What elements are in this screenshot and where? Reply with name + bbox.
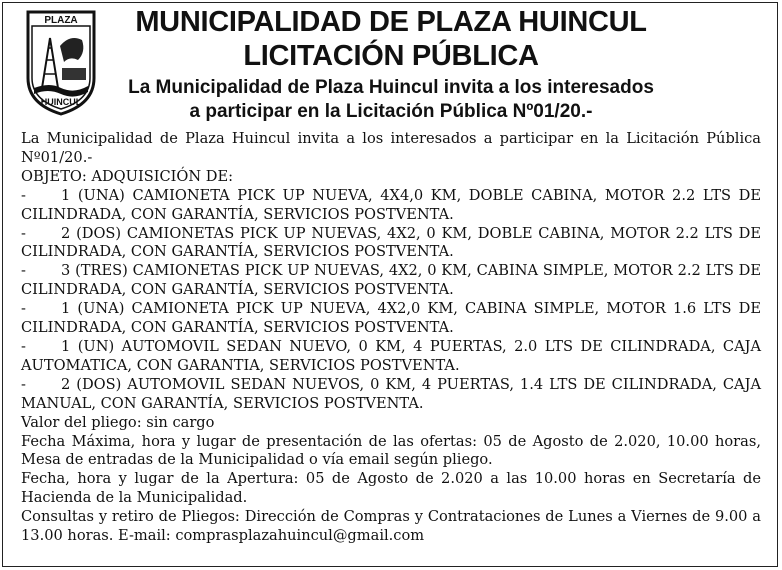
item-dash: - [21, 262, 26, 280]
logo-text-bottom: HUINCUL [40, 97, 82, 107]
title-line-2: LICITACIÓN PÚBLICA [243, 40, 539, 72]
fecha-apertura: Fecha, hora y lugar de la Apertura: 05 de Agosto de 2.020 a las 10.00 horas en Secretaría de Hacienda de la Municipalidad. [21, 470, 761, 507]
list-item [21, 338, 761, 376]
subtitle-line-1: La Municipalidad de Plaza Huincul invita a los interesados [128, 77, 654, 98]
subtitle-line-2: a participar en la Licitación Pública Nº01/20.- [189, 101, 593, 122]
intro-paragraph: La Municipalidad de Plaza Huincul invita a los interesados a participar en la Licitación Pública Nº01/20.- [21, 130, 761, 166]
valor-pliego: Valor del pliego: sin cargo [21, 413, 215, 431]
item-dash: - [21, 224, 26, 242]
notice-body [21, 130, 761, 546]
list-item [21, 376, 761, 414]
item-dash: - [21, 300, 26, 318]
item-text: 3 (TRES) CAMIONETAS PICK UP NUEVAS, 4X2, 0 KM, CABINA SIMPLE, MOTOR 2.2 LTS DE CILINDRADA, CON GARANTÍA, SERVICIOS POSTVENTA. [21, 262, 761, 299]
consultas: Consultas y retiro de Pliegos: Dirección de Compras y Contrataciones de Lunes a Viernes de 9.00 a 13.00 horas. E-mail: comprasplazahuincul@gmail.com [21, 508, 761, 545]
item-text: 1 (UNA) CAMIONETA PICK UP NUEVA, 4X4,0 KM, DOBLE CABINA, MOTOR 2.2 LTS DE CILINDRADA, CON GARANTÍA, SERVICIOS POSTVENTA. [21, 186, 761, 223]
logo-text-top: PLAZA [44, 15, 78, 26]
list-item [21, 187, 761, 225]
item-dash: - [21, 375, 26, 393]
item-text: 2 (DOS) CAMIONETAS PICK UP NUEVAS, 4X2, 0 KM, DOBLE CABINA, MOTOR 2.2 LTS DE CILINDRADA, CON GARANTÍA, SERVICIOS POSTVENTA. [21, 224, 761, 261]
item-dash: - [21, 337, 26, 355]
item-text: 1 (UNA) CAMIONETA PICK UP NUEVA, 4X2,0 KM, CABINA SIMPLE, MOTOR 1.6 LTS DE CILINDRADA, CON GARANTÍA, SERVICIOS POSTVENTA. [21, 300, 761, 337]
list-item [21, 262, 761, 300]
list-item [21, 300, 761, 338]
item-dash: - [21, 186, 26, 204]
item-text: 1 (UN) AUTOMOVIL SEDAN NUEVO, 0 KM, 4 PUERTAS, 2.0 LTS DE CILINDRADA, CAJA AUTOMATICA, CON GARANTIA, SERVICIOS POSTVENTA. [21, 337, 761, 374]
fecha-maxima: Fecha Máxima, hora y lugar de presentación de las ofertas: 05 de Agosto de 2.020, 10.00 horas, Mesa de entradas de la Municipalidad o vía email según pliego. [21, 432, 761, 469]
title-line-1: MUNICIPALIDAD DE PLAZA HUINCUL [135, 6, 647, 38]
item-text: 2 (DOS) AUTOMOVIL SEDAN NUEVOS, 0 KM, 4 PUERTAS, 1.4 LTS DE CILINDRADA, CAJA MANUAL, CON GARANTÍA, SERVICIOS POSTVENTA. [21, 375, 761, 412]
list-item [21, 225, 761, 263]
objeto-heading: OBJETO: ADQUISICIÓN DE: [21, 167, 234, 185]
